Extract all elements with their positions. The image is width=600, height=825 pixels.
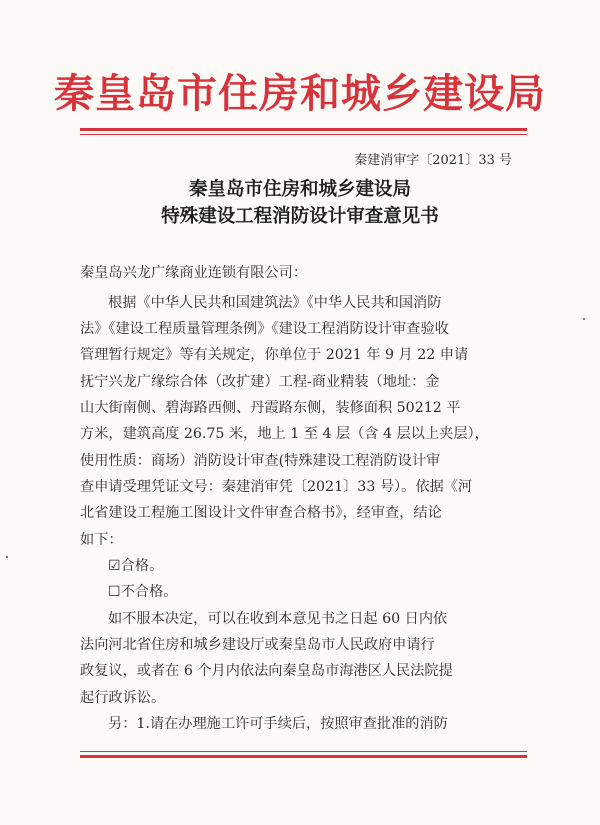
option-label: 合格。 [120,558,164,574]
footer-rule-thick [80,755,527,758]
appeal-line: 如不服本决定，可以在收到本意见书之日起 60 日内依 [108,611,448,627]
scan-speck [583,318,585,320]
recipient: 秦皇岛兴龙广缘商业连锁有限公司： [80,265,308,281]
letterhead-rule-thin [80,134,527,135]
letterhead-title: 秦皇岛市住房和城乡建设局 [54,71,546,117]
scan-speck [6,556,8,558]
appeal-line: 法向河北省住房和城乡建设厅或秦皇岛市人民政府申请行 [80,637,435,653]
unchecked-box-icon: ☐ [108,584,121,600]
checked-box-icon: ☑ [108,558,121,574]
letterhead-rule-thick [80,128,527,131]
paragraph-line: 北省建设工程施工图设计文件审查合格书》，经审查，结论 [80,505,442,521]
note-line: 另：1.请在办理施工许可手续后，按照审查批准的消防 [108,716,448,732]
paragraph-line: 如下： [80,532,123,548]
paragraph-line: 法》《建设工程质量管理条例》《建设工程消防设计审查验收 [80,321,449,337]
option-fail [108,581,178,601]
paragraph-line: 山大街南侧、碧海路西侧、丹霞路东侧，装修面积 50212 平 [80,400,461,416]
option-label: 不合格。 [120,584,178,600]
paragraph-line: 方米，建筑高度 26.75 米，地上 1 至 4 层（含 4 层以上夹层）， [80,426,489,442]
paragraph-line: 使用性质：商场）消防设计审查(特殊建设工程消防设计审 [80,453,441,469]
paragraph-line: 根据《中华人民共和国建筑法》《中华人民共和国消防 [108,295,442,311]
appeal-line: 政复议，或者在 6 个月内依法向秦皇岛市海港区人民法院提 [80,663,453,679]
option-pass [108,555,163,575]
footer-rule-thin [80,751,527,752]
document-title-line2: 特殊建设工程消防设计审查意见书 [161,206,439,227]
paragraph-line: 管理暂行规定》等有关规定，你单位于 2021 年 9 月 22 申请 [80,347,469,363]
document-number: 秦建消审字〔2021〕33 号 [354,153,512,168]
document-title-line1: 秦皇岛市住房和城乡建设局 [188,179,411,200]
appeal-line: 起行政诉讼。 [80,690,166,706]
paragraph-line: 查申请受理凭证文号：秦建消审凭〔2021〕33 号）。依据《河 [80,479,473,495]
paragraph-line: 抚宁兴龙广缘综合体（改扩建）工程-商业精装（地址：金 [80,374,440,390]
